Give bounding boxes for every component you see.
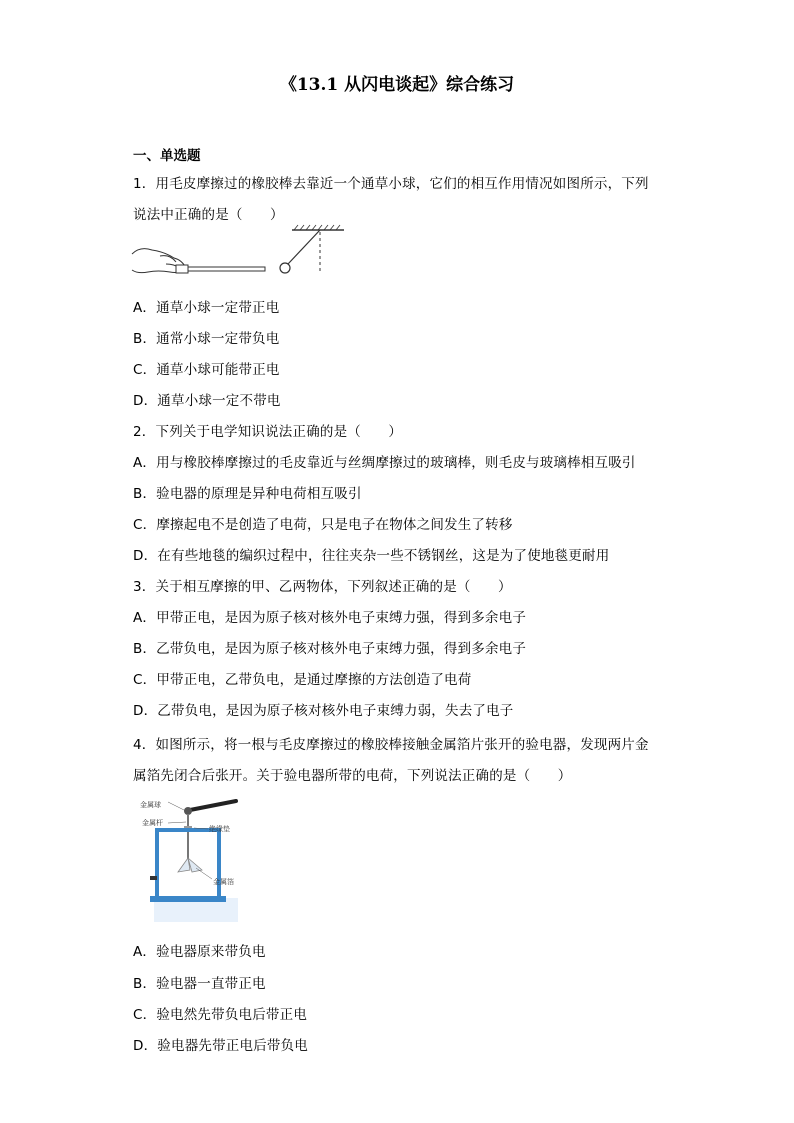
q4-stem-line2: 属箔先闭合后张开。关于验电器所带的电荷，下列说法正确的是（ ）: [133, 768, 572, 784]
q4-option-b: B．验电器一直带正电: [133, 976, 266, 992]
q2-option-c: C．摩擦起电不是创造了电荷，只是电子在物体之间发生了转移: [133, 517, 513, 533]
metal-ball: [184, 807, 192, 815]
q4-option-a: A．验电器原来带负电: [133, 944, 266, 960]
label-metal-rod: 金属杆: [142, 819, 163, 827]
q3-option-d: D．乙带负电，是因为原子核对核外电子束缚力弱，失去了电子: [133, 703, 514, 719]
page-title: 《13.1 从闪电谈起》综合练习: [279, 75, 515, 95]
q1-option-c: C．通草小球可能带正电: [133, 362, 280, 378]
label-insulating-pad: 绝缘垫: [209, 825, 230, 833]
q1-option-b: B．通常小球一定带负电: [133, 331, 280, 347]
q4-figure-electroscope: [140, 798, 240, 924]
q4-option-c: C．验电然先带负电后带正电: [133, 1007, 308, 1023]
pith-ball: [280, 263, 290, 273]
label-metal-foil: 金属箔: [213, 878, 234, 886]
q4-stem-line1: 4．如图所示，将一根与毛皮摩擦过的橡胶棒接触金属箔片张开的验电器，发现两片金: [133, 737, 649, 753]
rubber-rod: [190, 801, 236, 810]
q2-option-d: D．在有些地毯的编织过程中，往往夹杂一些不锈钢丝，这是为了使地毯更耐用: [133, 548, 610, 564]
q1-stem-line1: 1．用毛皮摩擦过的橡胶棒去靠近一个通草小球，它们的相互作用情况如图所示，下列: [133, 176, 649, 192]
rod-handle: [176, 265, 188, 273]
q4-option-d: D．验电器先带正电后带负电: [133, 1038, 308, 1054]
q2-stem: 2．下列关于电学知识说法正确的是（ ）: [133, 424, 403, 440]
q3-option-c: C．甲带正电，乙带负电，是通过摩擦的方法创造了电荷: [133, 672, 472, 688]
label-metal-ball: 金属球: [140, 801, 161, 809]
q1-figure-rod-and-ball: [130, 224, 350, 280]
q2-option-b: B．验电器的原理是异种电荷相互吸引: [133, 486, 362, 502]
q3-stem: 3．关于相互摩擦的甲、乙两物体，下列叙述正确的是（ ）: [133, 579, 512, 595]
thread: [288, 230, 320, 264]
q1-option-a: A．通草小球一定带正电: [133, 300, 280, 316]
q3-option-b: B．乙带负电，是因为原子核对核外电子束缚力强，得到多余电子: [133, 641, 527, 657]
q3-option-a: A．甲带正电，是因为原子核对核外电子束缚力强，得到多余电子: [133, 610, 527, 626]
q1-option-d: D．通草小球一定不带电: [133, 393, 281, 409]
section-heading: 一、单选题: [133, 148, 201, 164]
rubber-rod: [176, 267, 265, 271]
q1-stem-line2: 说法中正确的是（ ）: [133, 207, 284, 223]
q2-option-a: A．用与橡胶棒摩擦过的毛皮靠近与丝绸摩擦过的玻璃棒，则毛皮与玻璃棒相互吸引: [133, 455, 636, 471]
